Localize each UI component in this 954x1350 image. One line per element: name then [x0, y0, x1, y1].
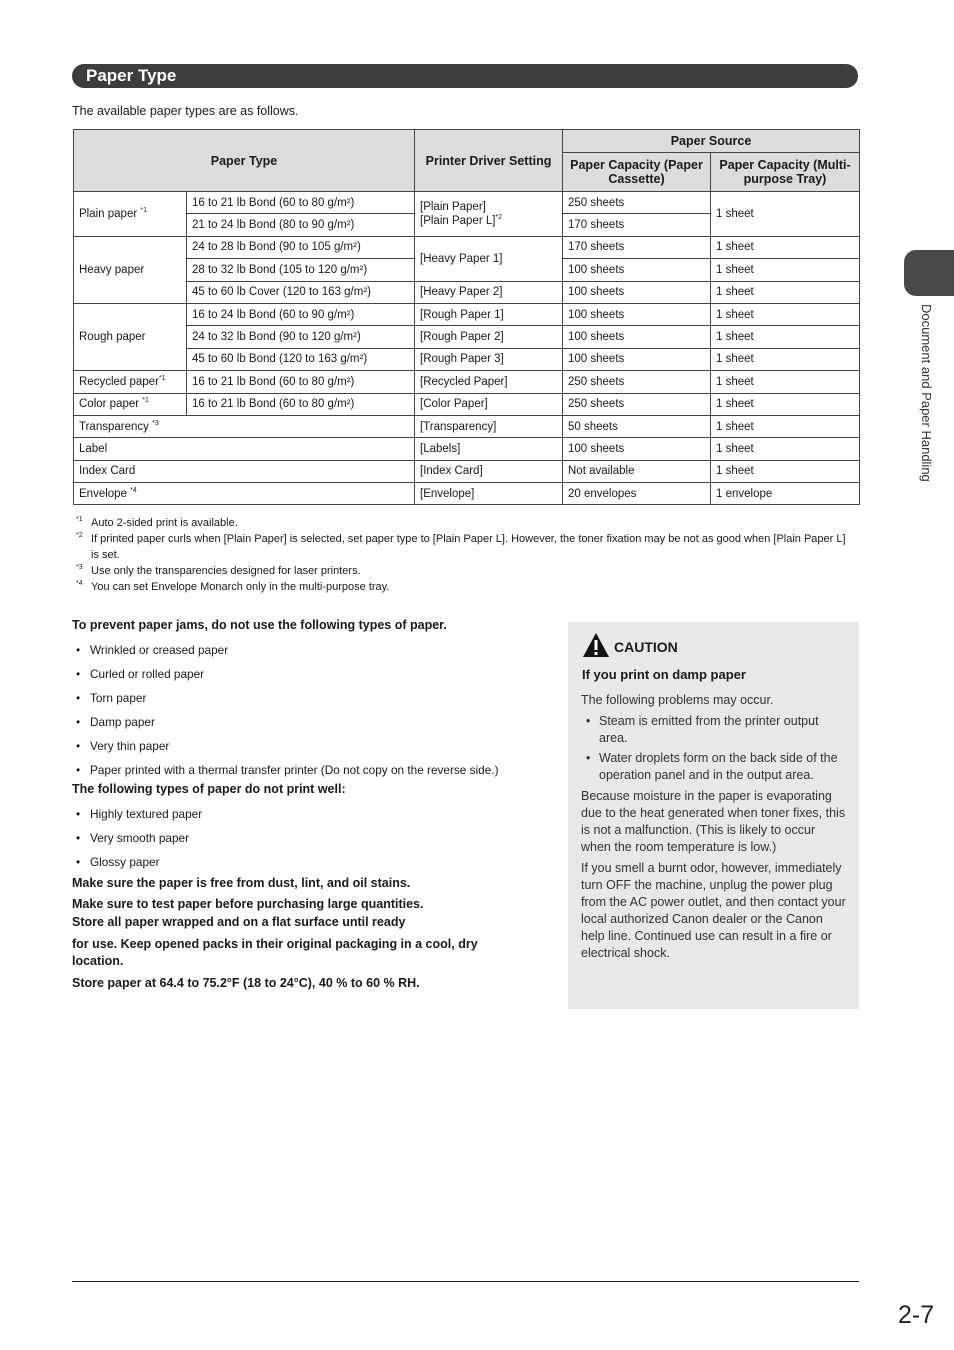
footnote: *2 If printed paper curls when [Plain Paper] is selected, set paper type to [Plain Paper L]. However, the toner fixation may be not as good when [Plain Paper L] is set.: [76, 532, 846, 561]
table-row: [74, 438, 860, 460]
driver-cell: [Heavy Paper 2]: [415, 281, 563, 303]
list-item: • Curled or rolled paper: [72, 665, 542, 689]
table-row: [74, 460, 860, 482]
poor-print-list: [72, 805, 542, 873]
paper-type-cell: Plain paper $^{*1}$: [74, 192, 187, 237]
caution-explanation: Because moisture in the paper is evaporating due to the heat generated when toner fixes, this is not a malfunction. (This is likely to occur when the room temperature is low.): [581, 789, 846, 854]
section-title: Paper Type: [86, 66, 177, 85]
driver-cell: [Heavy Paper 1]: [415, 236, 563, 281]
paper-type-cell: Envelope $^{*4}$: [74, 483, 415, 505]
cassette-cell: 170 sheets: [563, 236, 711, 258]
weight-cell: 24 to 28 lb Bond (90 to 105 g/m²): [187, 236, 415, 258]
weight-cell: 45 to 60 lb Bond (120 to 163 g/m²): [187, 348, 415, 370]
table-row: [74, 281, 860, 303]
weight-cell: 28 to 32 lb Bond (105 to 120 g/m²): [187, 259, 415, 281]
weight-cell: 16 to 21 lb Bond (60 to 80 g/m²): [187, 192, 415, 214]
cassette-cell: 250 sheets: [563, 371, 711, 393]
weight-cell: 16 to 21 lb Bond (60 to 80 g/m²): [187, 371, 415, 393]
list-item: • Very thin paper: [72, 737, 542, 761]
table-row: [74, 348, 860, 370]
test-note: Make sure to test paper before purchasing large quantities.: [72, 897, 424, 911]
list-item: • Torn paper: [72, 689, 542, 713]
caution-subtitle: If you print on damp paper: [582, 667, 746, 682]
store-note-2: for use. Keep opened packs in their original packaging in a cool, dry location.: [72, 937, 478, 968]
table-row: [74, 415, 860, 437]
paper-type-cell: Rough paper: [74, 303, 187, 370]
tray-cell: 1 sheet: [711, 326, 860, 348]
weight-cell: 16 to 24 lb Bond (60 to 90 g/m²): [187, 303, 415, 325]
driver-cell: [Recycled Paper]: [415, 371, 563, 393]
driver-cell: [Plain Paper] [Plain Paper L]$^{*2}$: [415, 192, 563, 237]
tray-cell: 1 sheet: [711, 236, 860, 258]
tray-cell: 1 sheet: [711, 348, 860, 370]
header-tray-capacity: Paper Capacity (Multi-purpose Tray): [711, 153, 860, 192]
list-item: • Steam is emitted from the printer output area.: [581, 713, 846, 747]
paper-type-cell: Recycled paper$^{*1}$: [74, 371, 187, 393]
chapter-label: Document and Paper Handling: [919, 304, 934, 482]
table-row: [74, 303, 860, 325]
list-item: • Paper printed with a thermal transfer printer (Do not copy on the reverse side.): [72, 761, 542, 781]
jam-heading: To prevent paper jams, do not use the following types of paper.: [72, 618, 447, 632]
table-row: [74, 192, 860, 214]
tray-cell: 1 sheet: [711, 192, 860, 237]
driver-cell: [Labels]: [415, 438, 563, 460]
weight-cell: 16 to 21 lb Bond (60 to 80 g/m²): [187, 393, 415, 415]
caution-list: [581, 713, 846, 784]
tray-cell: 1 envelope: [711, 483, 860, 505]
footnotes: [76, 515, 846, 595]
header-paper-source: Paper Source: [563, 130, 860, 153]
tray-cell: 1 sheet: [711, 303, 860, 325]
list-item: • Highly textured paper: [72, 805, 542, 829]
cassette-cell: 100 sheets: [563, 326, 711, 348]
temperature-note: Store paper at 64.4 to 75.2°F (18 to 24°C), 40 % to 60 % RH.: [72, 976, 420, 990]
weight-cell: 24 to 32 lb Bond (90 to 120 g/m²): [187, 326, 415, 348]
table-row: [74, 326, 860, 348]
list-item: • Damp paper: [72, 713, 542, 737]
chapter-tab: [904, 250, 954, 296]
tray-cell: 1 sheet: [711, 393, 860, 415]
cassette-cell: 250 sheets: [563, 393, 711, 415]
caution-body: [581, 692, 846, 966]
footnote: *3 Use only the transparencies designed for laser printers.: [76, 564, 361, 577]
paper-type-cell: Label: [74, 438, 415, 460]
table-row: [74, 393, 860, 415]
cassette-cell: 20 envelopes: [563, 483, 711, 505]
cassette-cell: 100 sheets: [563, 303, 711, 325]
paper-guidelines: [72, 617, 542, 992]
driver-cell: [Transparency]: [415, 415, 563, 437]
footnote: *4 You can set Envelope Monarch only in the multi-purpose tray.: [76, 580, 390, 593]
driver-cell: [Rough Paper 2]: [415, 326, 563, 348]
tray-cell: 1 sheet: [711, 281, 860, 303]
tray-cell: 1 sheet: [711, 438, 860, 460]
driver-cell: [Rough Paper 3]: [415, 348, 563, 370]
paper-type-cell: Transparency $^{*3}$: [74, 415, 415, 437]
paper-type-cell: Color paper $^{*1}$: [74, 393, 187, 415]
list-item: • Wrinkled or creased paper: [72, 641, 542, 665]
caution-box: [568, 622, 859, 1009]
cassette-cell: Not available: [563, 460, 711, 482]
driver-cell: [Color Paper]: [415, 393, 563, 415]
paper-type-cell: Index Card: [74, 460, 415, 482]
cassette-cell: 100 sheets: [563, 259, 711, 281]
dust-note: Make sure the paper is free from dust, lint, and oil stains.: [72, 876, 411, 890]
cassette-cell: 100 sheets: [563, 281, 711, 303]
paper-type-table: [73, 129, 860, 505]
tray-cell: 1 sheet: [711, 460, 860, 482]
driver-cell: [Envelope]: [415, 483, 563, 505]
weight-cell: 45 to 60 lb Cover (120 to 163 g/m²): [187, 281, 415, 303]
weight-cell: 21 to 24 lb Bond (80 to 90 g/m²): [187, 214, 415, 236]
footnote: *1 Auto 2-sided print is available.: [76, 516, 238, 529]
jam-list: [72, 641, 542, 781]
header-cassette-capacity: Paper Capacity (Paper Cassette): [563, 153, 711, 192]
paper-type-cell: Heavy paper: [74, 236, 187, 303]
caution-title: CAUTION: [614, 639, 678, 655]
table-row: [74, 483, 860, 505]
poor-print-heading: The following types of paper do not print well:: [72, 782, 346, 796]
tray-cell: 1 sheet: [711, 259, 860, 281]
caution-warning: If you smell a burnt odor, however, immediately turn OFF the machine, unplug the power plug from the AC power outlet, and then contact your local authorized Canon dealer or the Canon help line. Continued use can result in a fire or electrical shock.: [581, 861, 846, 960]
page-number: 2-7: [898, 1301, 935, 1329]
tray-cell: 1 sheet: [711, 371, 860, 393]
cassette-cell: 100 sheets: [563, 348, 711, 370]
driver-cell: [Rough Paper 1]: [415, 303, 563, 325]
list-item: • Glossy paper: [72, 853, 542, 873]
tray-cell: 1 sheet: [711, 415, 860, 437]
store-note-1: Store all paper wrapped and on a flat surface until ready: [72, 915, 406, 929]
cassette-cell: 170 sheets: [563, 214, 711, 236]
list-item: • Water droplets form on the back side of the operation panel and in the output area.: [581, 750, 846, 784]
cassette-cell: 250 sheets: [563, 192, 711, 214]
table-row: [74, 371, 860, 393]
caution-intro: The following problems may occur.: [581, 693, 774, 707]
section-title-bar: [72, 64, 858, 88]
table-row: [74, 236, 860, 258]
intro-text: The available paper types are as follows.: [72, 104, 299, 118]
cassette-cell: 50 sheets: [563, 415, 711, 437]
driver-cell: [Index Card]: [415, 460, 563, 482]
cassette-cell: 100 sheets: [563, 438, 711, 460]
list-item: • Very smooth paper: [72, 829, 542, 853]
header-driver-setting: Printer Driver Setting: [415, 130, 563, 192]
warning-icon: [582, 632, 610, 658]
footer-divider: [72, 1281, 859, 1282]
header-paper-type: Paper Type: [74, 130, 415, 192]
